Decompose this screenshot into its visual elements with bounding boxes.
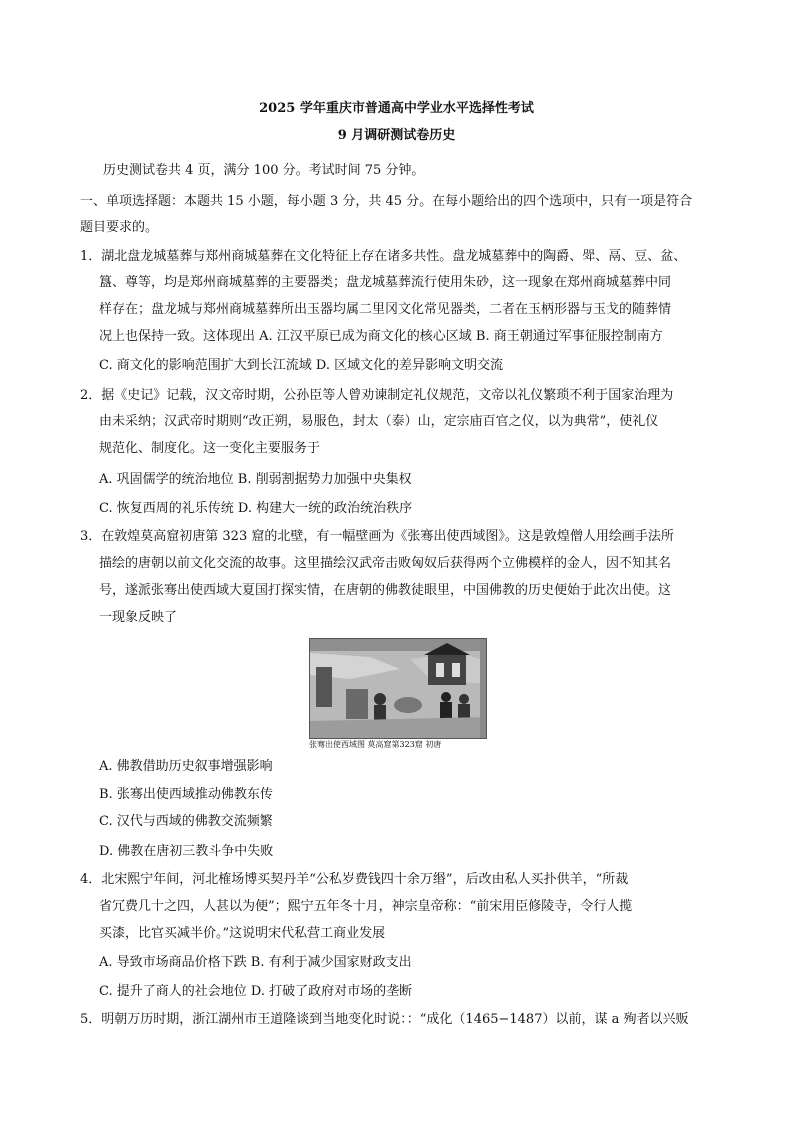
q3-option-a: A. 佛教借助历史叙事增强影响 [99, 759, 273, 774]
q3-option-d: D. 佛教在唐初三教斗争中失败 [99, 844, 274, 859]
q2-line: 2．据《史记》记载，汉文帝时期，公孙臣等人曾劝谏制定礼仪规范，文帝以礼仪繁琐不利于国家治理为 [80, 388, 674, 403]
q3-line: 描绘的唐朝以前文化交流的故事。这里描绘汉武帝击败匈奴后获得两个立佛模样的金人，因不知其名 [99, 556, 672, 571]
q1-options-cd: C. 商文化的影响范围扩大到长江流域 D. 区域文化的差异影响文明交流 [99, 358, 504, 373]
q1-line: 1．湖北盘龙城墓葬与郑州商城墓葬在文化特征上存在诸多共性。盘龙城墓葬中的陶爵、斝、鬲、豆、盆、 [80, 249, 687, 264]
exam-intro: 历史测试卷共 4 页，满分 100 分。考试时间 75 分钟。 [103, 163, 425, 178]
q1-line: 样存在；盘龙城与郑州商城墓葬所出玉器均属二里冈文化常见器类，二者在玉柄形器与玉戈的随葬情 [99, 302, 672, 317]
q4-line: 省冗费几十之四，人甚以为便”；熙宁五年冬十月，神宗皇帝称：“前宋用臣修陵寺，令行人揽 [99, 899, 633, 914]
q3-option-c: C. 汉代与西域的佛教交流频繁 [99, 814, 273, 829]
mural-image [309, 638, 487, 739]
q4-options-cd: C. 提升了商人的社会地位 D. 打破了政府对市场的垄断 [99, 984, 413, 999]
q4-line: 买漆，比官买减半价。”这说明宋代私营工商业发展 [99, 926, 386, 941]
q3-option-b: B. 张骞出使西域推动佛教东传 [99, 787, 273, 802]
section-heading: 一、单项选择题：本题共 15 小题，每小题 3 分，共 45 分。在每小题给出的四个选项中，只有一项是符合 [80, 194, 693, 209]
q5-line: 5．明朝万历时期，浙江湖州市王道隆谈到当地变化时说：：“成化（1465−1487）以前，谋 a 殉者以兴贩 [80, 1012, 689, 1027]
q3-line: 一现象反映了 [99, 610, 178, 625]
q3-line: 号，遂派张骞出使西域大夏国打探实情，在唐朝的佛教徒眼里，中国佛教的历史便始于此次出使。这 [99, 583, 672, 598]
q2-line: 规范化、制度化。这一变化主要服务于 [99, 441, 321, 456]
exam-subtitle: 9 月调研测试卷历史 [337, 128, 456, 143]
q2-options-ab: A. 巩固儒学的统治地位 B. 削弱割据势力加强中央集权 [99, 472, 412, 487]
section-heading-cont: 题目要求的。 [80, 220, 159, 235]
q3-line: 3．在敦煌莫高窟初唐第 323 窟的北壁，有一幅壁画为《张骞出使西域图》。这是敦煌僧人用绘画手法所 [80, 529, 674, 544]
mural-caption: 张骞出使西域图 莫高窟第323窟 初唐 [309, 740, 442, 749]
q4-line: 4．北宋熙宁年间，河北榷场博买契丹羊“公私岁费钱四十余万缗”，后改由私人买扑供羊，“所裁 [80, 872, 629, 887]
q4-options-ab: A. 导致市场商品价格下跌 B. 有利于减少国家财政支出 [99, 955, 412, 970]
q1-line: 况上也保持一致。这体现出 A. 江汉平原已成为商文化的核心区域 B. 商王朝通过军事征服控制南方 [99, 329, 663, 344]
q2-line: 由未采纳；汉武帝时期则“改正朔，易服色，封太（泰）山，定宗庙百官之仪，以为典常”，使礼仪 [99, 414, 659, 429]
q1-line: 簋、尊等，均是郑州商城墓葬的主要器类；盘龙城墓葬流行使用朱砂，这一现象在郑州商城墓葬中同 [99, 275, 672, 290]
exam-title: 2025 学年重庆市普通高中学业水平选择性考试 [259, 101, 534, 116]
q2-options-cd: C. 恢复西周的礼乐传统 D. 构建大一统的政治统治秩序 [99, 501, 413, 516]
